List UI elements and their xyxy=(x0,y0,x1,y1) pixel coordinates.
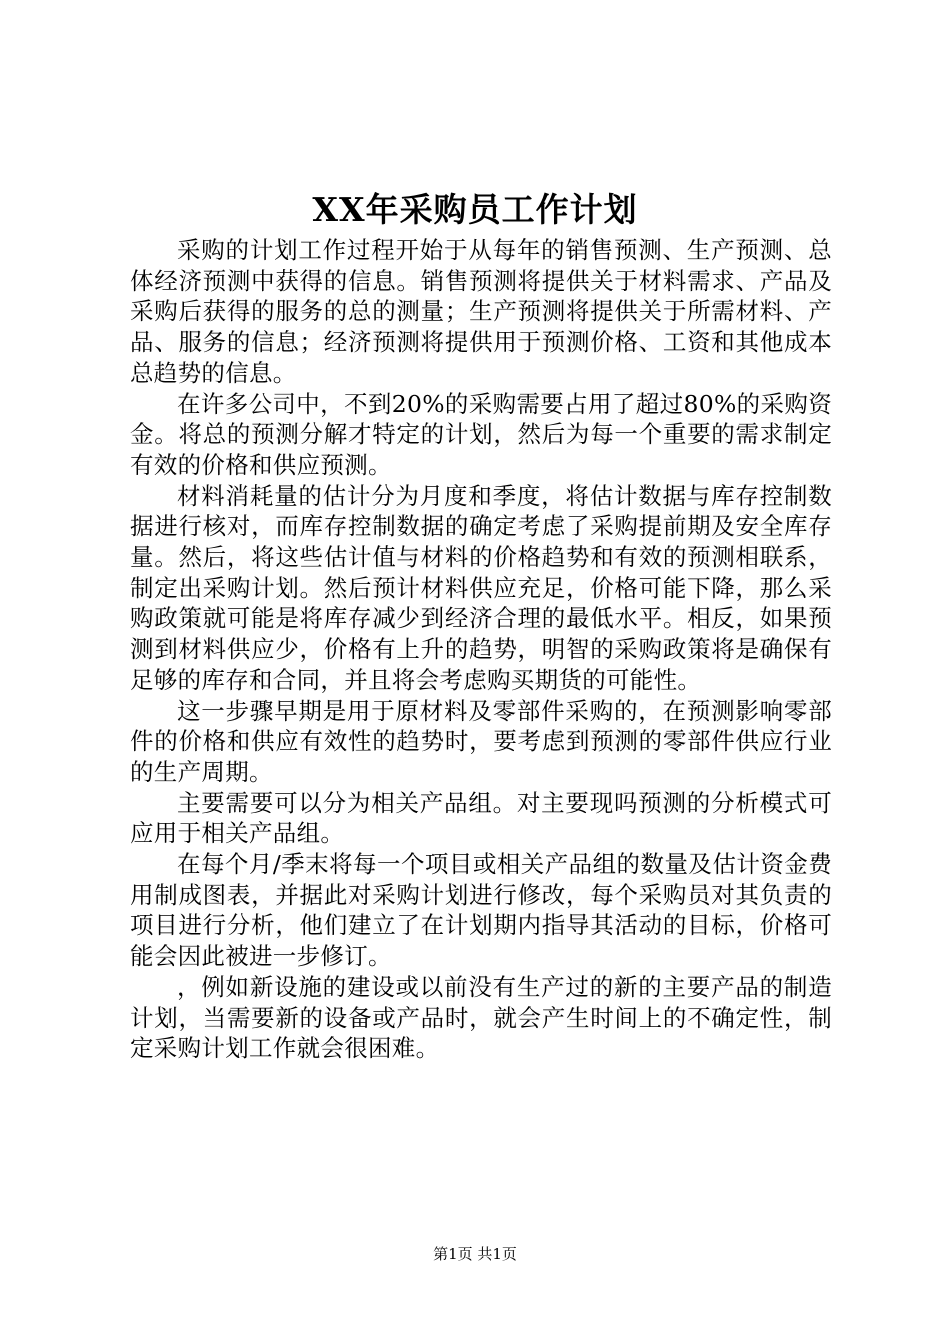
document-body xyxy=(130,235,832,1064)
page-footer: 第1页 共1页 xyxy=(433,1245,517,1263)
paragraph-5: 主要需要可以分为相关产品组。对主要现吗预测的分析模式可应用于相关产品组。 xyxy=(130,788,832,848)
document-title: XX年采购员工作计划 xyxy=(312,190,638,229)
paragraph-6: 在每个月/季末将每一个项目或相关产品组的数量及估计资金费用制成图表，并据此对采购计划进行修改，每个采购员对其负责的项目进行分析，他们建立了在计划期内指导其活动的目标，价格可能会因此被进一步修订。 xyxy=(130,850,832,971)
paragraph-4: 这一步骤早期是用于原材料及零部件采购的，在预测影响零部件的价格和供应有效性的趋势时，要考虑到预测的零部件供应行业的生产周期。 xyxy=(130,696,832,786)
paragraph-2: 在许多公司中，不到20%的采购需要占用了超过80%的采购资金。将总的预测分解才特定的计划，然后为每一个重要的需求制定有效的价格和供应预测。 xyxy=(130,389,832,479)
paragraph-1: 采购的计划工作过程开始于从每年的销售预测、生产预测、总体经济预测中获得的信息。销售预测将提供关于材料需求、产品及采购后获得的服务的总的测量；生产预测将提供关于所需材料、产品、服务的信息；经济预测将提供用于预测价格、工资和其他成本总趋势的信息。 xyxy=(130,236,832,387)
paragraph-7: ，例如新设施的建设或以前没有生产过的新的主要产品的制造计划，当需要新的设备或产品时，就会产生时间上的不确定性，制定采购计划工作就会很困难。 xyxy=(130,972,832,1063)
paragraph-3: 材料消耗量的估计分为月度和季度，将估计数据与库存控制数据进行核对，而库存控制数据的确定考虑了采购提前期及安全库存量。然后，将这些估计值与材料的价格趋势和有效的预测相联系，制定出采购计划。然后预计材料供应充足，价格可能下降，那么采购政策就可能是将库存减少到经济合理的最低水平。相反，如果预测到材料供应少，价格有上升的趋势，明智的采购政策将是确保有足够的库存和合同，并且将会考虑购买期货的可能性。 xyxy=(130,481,832,694)
